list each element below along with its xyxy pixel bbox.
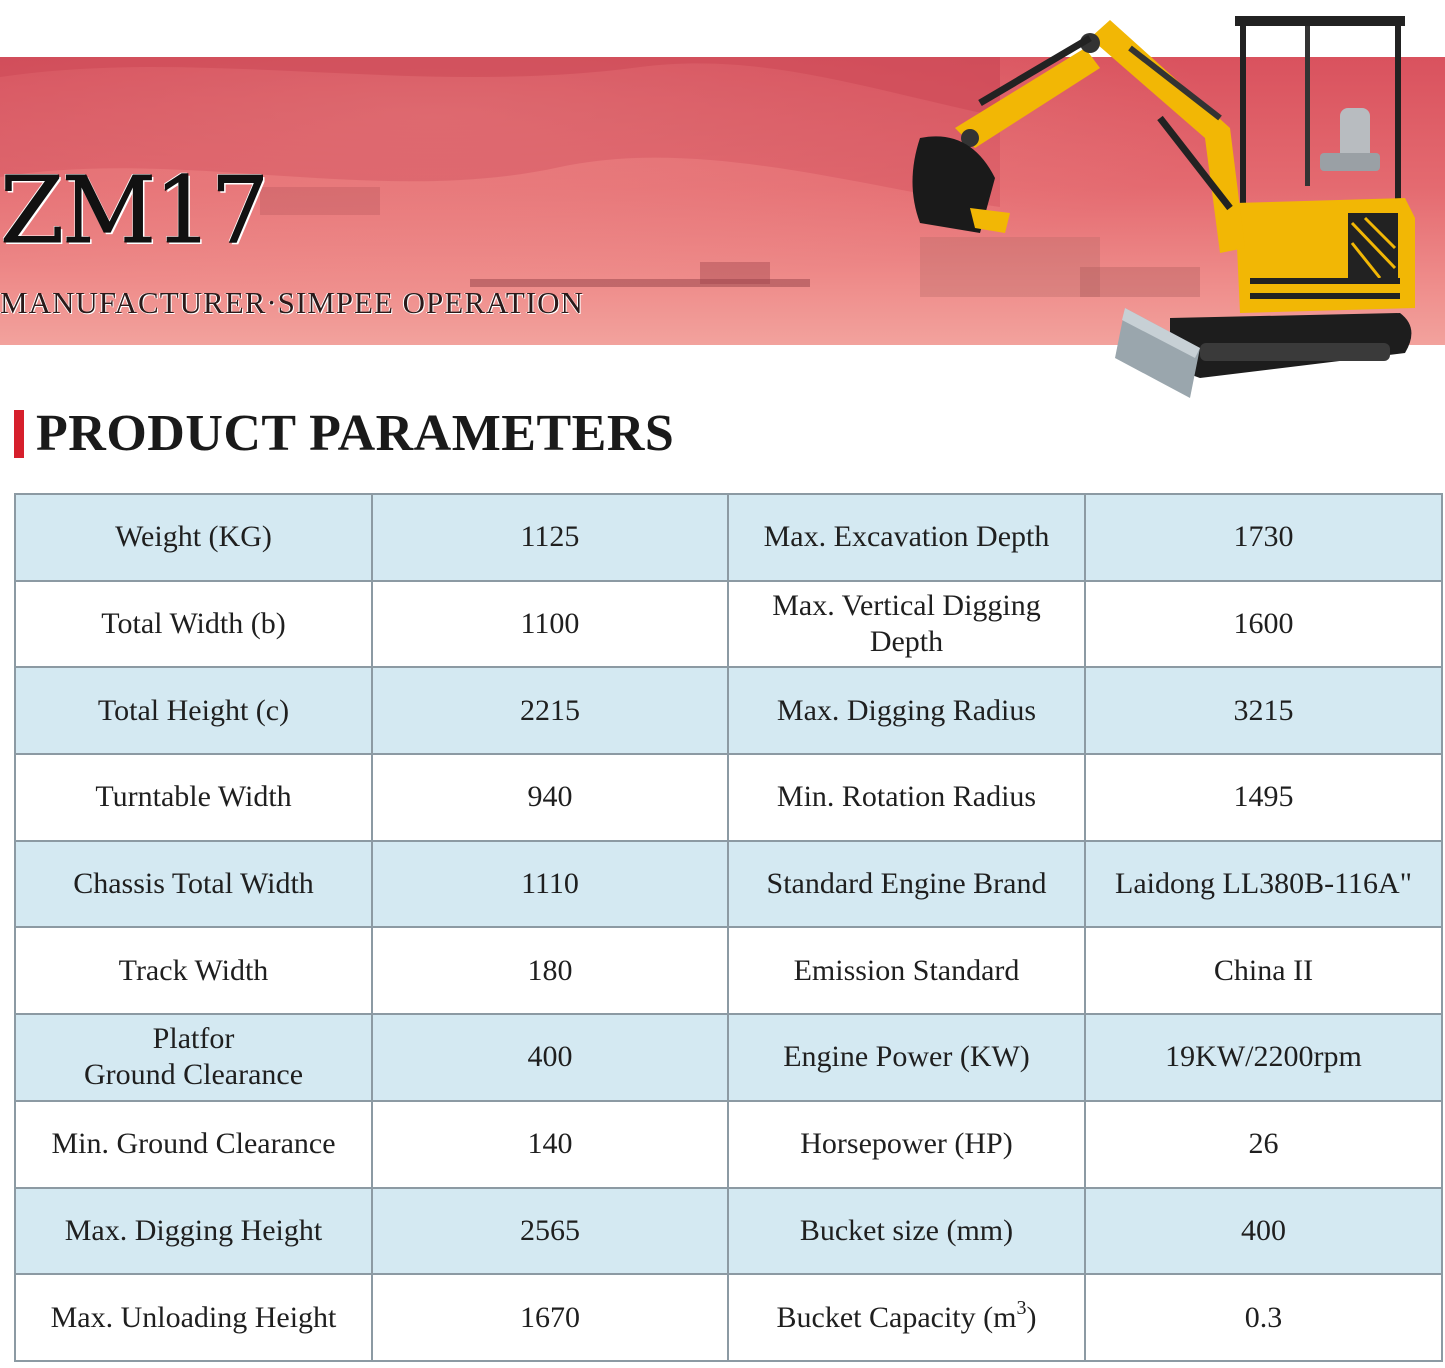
param-label: Standard Engine Brand (728, 841, 1085, 928)
param-label: Weight (KG) (15, 494, 372, 581)
table-row (15, 927, 1442, 1014)
param-value: 2215 (372, 667, 728, 754)
param-value: 400 (1085, 1188, 1442, 1275)
param-value: 1600 (1085, 581, 1442, 668)
param-value: China II (1085, 927, 1442, 1014)
param-label: Max. Vertical Digging Depth (728, 581, 1085, 668)
param-value: 1110 (372, 841, 728, 928)
param-label: Engine Power (KW) (728, 1014, 1085, 1101)
table-row (15, 581, 1442, 668)
table-row (15, 1101, 1442, 1188)
table-row (15, 754, 1442, 841)
section-title: PRODUCT PARAMETERS (36, 405, 675, 462)
param-label: Max. Digging Radius (728, 667, 1085, 754)
param-label: Total Width (b) (15, 581, 372, 668)
superscript: 3 (1016, 1296, 1027, 1319)
param-label-end: ) (1026, 1300, 1037, 1334)
manufacturer-subtitle: MANUFACTURER·SIMPEE OPERATION (0, 285, 584, 320)
param-label: Bucket size (mm) (728, 1188, 1085, 1275)
param-label: Horsepower (HP) (728, 1101, 1085, 1188)
param-label-line: Ground Clearance (83, 1058, 304, 1092)
param-value: 940 (372, 754, 728, 841)
param-label: Max. Unloading Height (15, 1274, 372, 1361)
table-row (15, 494, 1442, 581)
param-value: 400 (372, 1014, 728, 1101)
param-label: Chassis Total Width (15, 841, 372, 928)
param-label (15, 1014, 372, 1101)
param-label: Min. Ground Clearance (15, 1101, 372, 1188)
param-label: Turntable Width (15, 754, 372, 841)
model-title: ZM17 (0, 157, 268, 264)
param-label: Track Width (15, 927, 372, 1014)
param-label-text: Bucket Capacity (m (776, 1300, 1017, 1334)
param-label: Emission Standard (728, 927, 1085, 1014)
param-label: Max. Excavation Depth (728, 494, 1085, 581)
param-value: 1670 (372, 1274, 728, 1361)
param-value: 140 (372, 1101, 728, 1188)
param-value: 1730 (1085, 494, 1442, 581)
param-label: Max. Digging Height (15, 1188, 372, 1275)
table-row (15, 1014, 1442, 1101)
param-value: 19KW/2200rpm (1085, 1014, 1442, 1101)
excavator-image (900, 8, 1430, 413)
param-value: 1100 (372, 581, 728, 668)
param-value: 3215 (1085, 667, 1442, 754)
param-label (728, 1274, 1085, 1361)
table-row (15, 1274, 1442, 1361)
param-value: 2565 (372, 1188, 728, 1275)
param-value: 1125 (372, 494, 728, 581)
param-label: Min. Rotation Radius (728, 754, 1085, 841)
table-row (15, 841, 1442, 928)
param-label: Total Height (c) (15, 667, 372, 754)
param-value: 0.3 (1085, 1274, 1442, 1361)
section-accent-bar (14, 410, 24, 458)
param-value: 1495 (1085, 754, 1442, 841)
param-value: 180 (372, 927, 728, 1014)
table-row (15, 667, 1442, 754)
parameters-table (14, 493, 1443, 1362)
param-value: 26 (1085, 1101, 1442, 1188)
table-row (15, 1188, 1442, 1275)
param-label-line: Platfor (152, 1022, 235, 1056)
param-value: Laidong LL380B-116A" (1085, 841, 1442, 928)
